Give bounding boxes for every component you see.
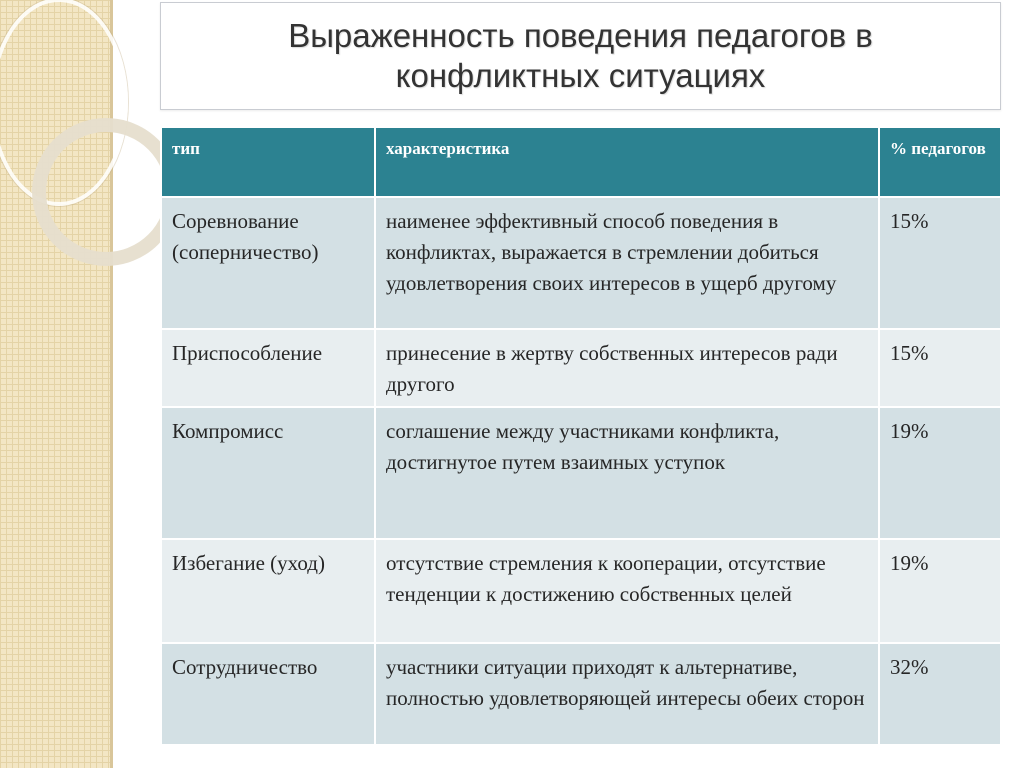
table-row (161, 643, 1001, 745)
table-row (161, 539, 1001, 643)
table-row (161, 329, 1001, 407)
conflict-behavior-table (160, 126, 1002, 746)
cell-percent: 19% (879, 407, 1001, 539)
cell-description: соглашение между участниками конфликта, достигнутое путем взаимных уступок (375, 407, 879, 539)
table-row (161, 407, 1001, 539)
cell-type: Соревнование (соперничество) (161, 197, 375, 329)
cell-type: Сотрудничество (161, 643, 375, 745)
header-percent: % педагогов (879, 127, 1001, 197)
header-type: тип (161, 127, 375, 197)
cell-description: участники ситуации приходят к альтернативе, полностью удовлетворяющей интересы обеих сторон (375, 643, 879, 745)
cell-percent: 15% (879, 197, 1001, 329)
title-box (160, 2, 1001, 110)
table-row (161, 197, 1001, 329)
decorative-left-strip (0, 0, 113, 768)
cell-percent: 19% (879, 539, 1001, 643)
cell-description: принесение в жертву собственных интересов ради другого (375, 329, 879, 407)
cell-type: Приспособление (161, 329, 375, 407)
cell-description: отсутствие стремления к кооперации, отсутствие тенденции к достижению собственных целей (375, 539, 879, 643)
cell-percent: 32% (879, 643, 1001, 745)
slide-title: Выраженность поведения педагогов в конфликтных ситуациях (288, 17, 873, 94)
cell-description: наименее эффективный способ поведения в конфликтах, выражается в стремлении добиться удовлетворения своих интересов в ущерб другому (375, 197, 879, 329)
cell-percent: 15% (879, 329, 1001, 407)
header-description: характеристика (375, 127, 879, 197)
cell-type: Компромисс (161, 407, 375, 539)
cell-type: Избегание (уход) (161, 539, 375, 643)
table-header-row (161, 127, 1001, 197)
